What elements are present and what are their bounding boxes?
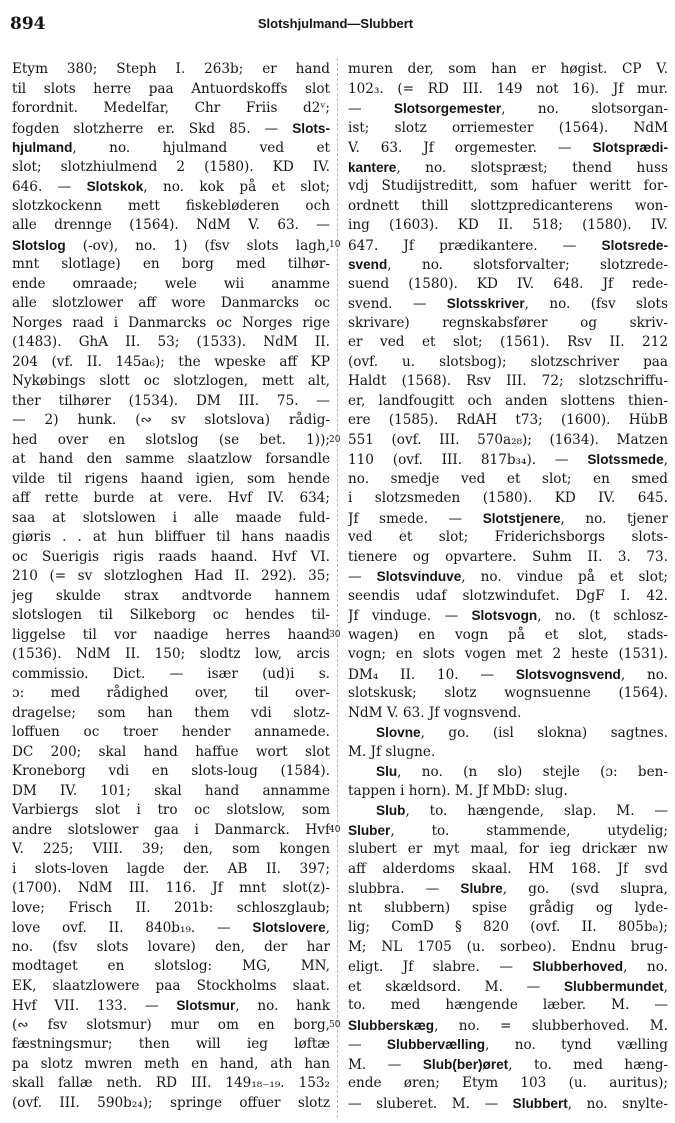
text-line: slot; slotzhiulmend 2 (1580). KD IV. (12, 158, 330, 175)
text-line: hjulmand, no. hjulmand ved et (12, 140, 330, 156)
text-line: Hvf VII. 133. — Slotsmur, no. hank (12, 998, 330, 1014)
left-column (12, 60, 330, 1113)
text-line: Slu, no. (n slo) stejle (ɔ: ben- (376, 764, 668, 780)
text-line: DM IV. 101; skal hand annamme (12, 782, 330, 799)
text-line: Norges raad i Danmarcks oc Norges rige (12, 314, 330, 331)
page-number: 894 (10, 14, 46, 34)
text-line: suend (1580). KD IV. 648. Jf rede- (348, 275, 668, 292)
text-line: til slots herre paa Antuordskoffs slot (12, 80, 330, 97)
text-line: love; Frisch II. 201b: schloszglaub; (12, 899, 330, 916)
text-line: — sluberet. M. — Slubbert, no. snylte- (348, 1095, 668, 1112)
text-line: vogn; en slots vogen met 2 heste (1531). (348, 646, 668, 662)
text-line: wagen) en vogn på et slot, stads- (348, 626, 668, 643)
text-line: skrivare) regnskabsfører og skriv- (348, 314, 668, 331)
text-line: dragelse; som han them vdi slotz- (12, 704, 330, 721)
text-line: tappen i horn). M. Jf MbD: slug. (348, 782, 568, 799)
text-line: Haldt (1568). Rsv III. 72; slotzschriffu- (348, 373, 668, 389)
text-line: (1483). GhA II. 53; (1533). NdM II. (12, 334, 330, 350)
text-line: seendis udaf slotzwindufet. DgF I. 42. (348, 587, 668, 604)
text-line: ordnett thill slottzpredicanterens won- (348, 197, 668, 214)
text-line: Jf vinduge. — Slotsvogn, no. (t schlosz- (348, 608, 668, 624)
text-line: slotslogen til Silkeborg oc hendes til- (12, 607, 330, 623)
line-number: 20 (329, 434, 341, 445)
text-line: (∾ fsv slotsmur) mur om en borg, (12, 1016, 330, 1033)
text-line: svend, no. slotsforvalter; slotzrede- (348, 257, 668, 273)
text-line: ved et slot; Friderichsborgs slots- (348, 529, 668, 545)
text-line: M; NL 1705 (u. sorbeo). Endnu brug- (348, 938, 668, 955)
text-line: 204 (vf. II. 145a₆); the wpeske aff KP (12, 353, 330, 370)
text-line: modtaget en slotslog: MG, MN, (12, 958, 330, 974)
text-line: eligt. Jf slabre. — Slubberhoved, no. (348, 959, 668, 975)
text-line: (ovf. III. 590b₂₄); springe offuer slotz (12, 1094, 330, 1111)
text-line: — Slotsvinduve, no. vindue på et slot; (348, 569, 668, 585)
text-line: (1536). NdM II. 150; slodtz low, arcis (12, 646, 330, 662)
text-line: love ovf. II. 840b₁₉. — Slotslovere, (12, 920, 330, 936)
text-line: Varbiergs slot i tro oc slotslow, som (12, 802, 330, 818)
text-line: skall fallæ neth. RD III. 149₁₈₋₁₉. 153₂ (12, 1075, 330, 1091)
text-line: M. — Slub(ber)øret, to. med hæng- (348, 1056, 668, 1073)
text-line: i slots-loven lagde der. AB II. 397; (12, 860, 330, 877)
running-head: Slotshjulmand—Slubbert (257, 16, 414, 31)
text-line: Jf smede. — Slotstjenere, no. tjener (348, 510, 668, 527)
text-line: (ovf. u. slotsbog); slotzschriver paa (348, 353, 668, 370)
text-line: fæstningsmur; then will ieg løftæ (12, 1036, 330, 1052)
text-line: i slotzsmeden (1580). KD IV. 645. (348, 490, 668, 506)
text-line: liggelse til vor naadige herres haand (12, 626, 330, 643)
text-line: ɔ: med rådighed over, til over- (12, 685, 330, 701)
text-line: svend. — Slotsskriver, no. (fsv slots (348, 296, 668, 312)
text-line: ere (1585). RdAH t73; (1600). HübB (348, 412, 668, 428)
text-line: at hand den samme slaatzlow forsandle (12, 451, 330, 467)
text-line: — Slotsorgemester, no. slotsorgan- (348, 101, 668, 117)
text-line: slotzkockenn mett fiskebløderen och (12, 197, 330, 214)
text-line: slubbra. — Slubre, go. (svd slupra, (348, 881, 668, 897)
text-line: 102₃. (= RD III. 149 not 16). Jf mur. (348, 80, 668, 97)
text-line: saa at slotslowen i alle maade fuld- (12, 509, 330, 526)
right-column (348, 60, 668, 1113)
text-line: alle slotzlower aff wore Danmarcks oc (12, 295, 330, 311)
text-line: ing (1603). KD II. 518; (1580). IV. (348, 217, 668, 233)
text-line: forordnit. Medelfar, Chr Friis d2ᵛ; (12, 100, 330, 116)
text-line: nt slubbern) spise grådig og lyde- (348, 899, 668, 916)
line-number: 30 (329, 629, 341, 640)
text-line: 110 (ovf. III. 817b₃₄). — Slotssmede, (348, 452, 668, 468)
text-line: (1700). NdM III. 116. Jf mnt slot(z)- (12, 880, 330, 896)
text-line: no. (fsv slots lovare) den, der har (12, 938, 330, 955)
column-divider (337, 58, 338, 1118)
text-line: commissio. Dict. — især (ud)i s. (12, 665, 330, 682)
text-line: Nykøbings slott oc slotzlogen, mett alt, (12, 373, 330, 389)
text-line: aff alderdoms skaal. HM 168. Jf svd (348, 860, 668, 877)
text-line: DM₄ II. 10. — Slotsvognsvend, no. (348, 666, 668, 683)
text-line: — Slubbervælling, no. tynd vælling (348, 1037, 668, 1053)
text-line: ende øren; Etym 103 (u. auritus); (348, 1075, 668, 1091)
text-line: 647. Jf prædikantere. — Slotsrede- (348, 237, 668, 254)
line-number: 40 (329, 824, 341, 835)
text-line: ist; slotz orriemester (1564). NdM (348, 119, 668, 136)
line-number: 10 (329, 239, 341, 250)
text-line: Kroneborg vdi en slots-loug (1584). (12, 763, 330, 779)
text-line: andre slotslower gaa i Danmarck. Hvf (12, 821, 330, 838)
text-line: V. 225; VIII. 39; den, som kongen (12, 841, 330, 857)
text-line: V. 63. Jf orgemester. — Slotsprædi- (348, 140, 668, 156)
text-line: NdM V. 63. Jf vognsvend. (348, 704, 522, 721)
text-line: Slubberskæg, no. = slubberhoved. M. (348, 1017, 668, 1034)
text-line: ther tilhører (1534). DM III. 75. — (12, 392, 330, 409)
text-line: giøris . . at hun bliffuer til hans naadis (12, 529, 330, 545)
text-line: tienere og opvartere. Suhm II. 3. 73. (348, 548, 668, 565)
text-line: alle drennge (1564). NdM V. 63. — (12, 217, 330, 233)
text-line: 646. — Slotskok, no. kok på et slot; (12, 179, 330, 195)
text-line: vilde til rigens haand igien, som hende (12, 470, 330, 487)
text-line: mnt slotlage) en borg med tilhør- (12, 256, 330, 272)
text-line: fogden slotzherre er. Skd 85. — Slots- (12, 120, 330, 137)
text-line: vdj Studijstreditt, som hafuer weritt for- (348, 178, 668, 194)
text-line: Slub, to. hængende, slap. M. — (376, 803, 668, 819)
page-header (10, 14, 661, 36)
text-line: Slovne, go. (isl slokna) sagtnes. (376, 725, 668, 741)
text-line: Slotslog (-ov), no. 1) (fsv slots lagh, (12, 237, 330, 254)
text-line: muren der, som han er høgist. CP V. (348, 61, 668, 77)
text-line: to. med hængende læber. M. — (348, 997, 668, 1013)
text-line: EK, slaatzlowere paa Stockholms slaat. (12, 977, 330, 994)
text-line: slubert er myt maal, for ieg drickær nw (348, 841, 668, 857)
text-line: oc Suerigis rigis raads haand. Hvf VI. (12, 548, 330, 565)
text-line: DC 200; skal hand haffue wort slot (12, 743, 330, 760)
text-line: M. Jf slugne. (348, 743, 436, 760)
line-number: 50 (329, 1019, 341, 1030)
text-line: aff rette burde at vere. Hvf IV. 634; (12, 490, 330, 506)
text-line: ende omraade; wele wii anamme (12, 275, 330, 292)
text-line: Etym 380; Steph I. 263b; er hand (12, 61, 330, 77)
text-line: hed over en slotslog (se bet. 1)); (12, 431, 330, 448)
text-line: er, landfougitt och anden slottens thien- (348, 392, 668, 409)
text-line: kantere, no. slotspræst; thend huss (348, 159, 668, 176)
text-line: loffuen oc troer hender annamede. (12, 724, 330, 740)
text-line: er ved et slot; (1561). Rsv II. 212 (348, 334, 668, 350)
text-line: — 2) hunk. (∾ sv slotslova) rådig- (12, 412, 330, 428)
text-line: 210 (= sv slotzloghen Had II. 292). 35; (12, 568, 330, 584)
text-line: 551 (ovf. III. 570a₂₈); (1634). Matzen (348, 431, 668, 448)
text-line: no. smedje ved et slot; en smed (348, 470, 668, 487)
text-line: Sluber, to. stammende, utydelig; (348, 822, 668, 839)
text-line: jeg skulde strax andtvorde hannem (12, 587, 330, 604)
text-line: pa slotz mwren meth en hand, ath han (12, 1055, 330, 1072)
text-line: slotskusk; slotz wognsuenne (1564). (348, 685, 668, 701)
text-line: et skældsord. M. — Slubbermundet, (348, 978, 668, 995)
text-line: lig; ComD § 820 (ovf. II. 805b₈); (348, 919, 668, 935)
